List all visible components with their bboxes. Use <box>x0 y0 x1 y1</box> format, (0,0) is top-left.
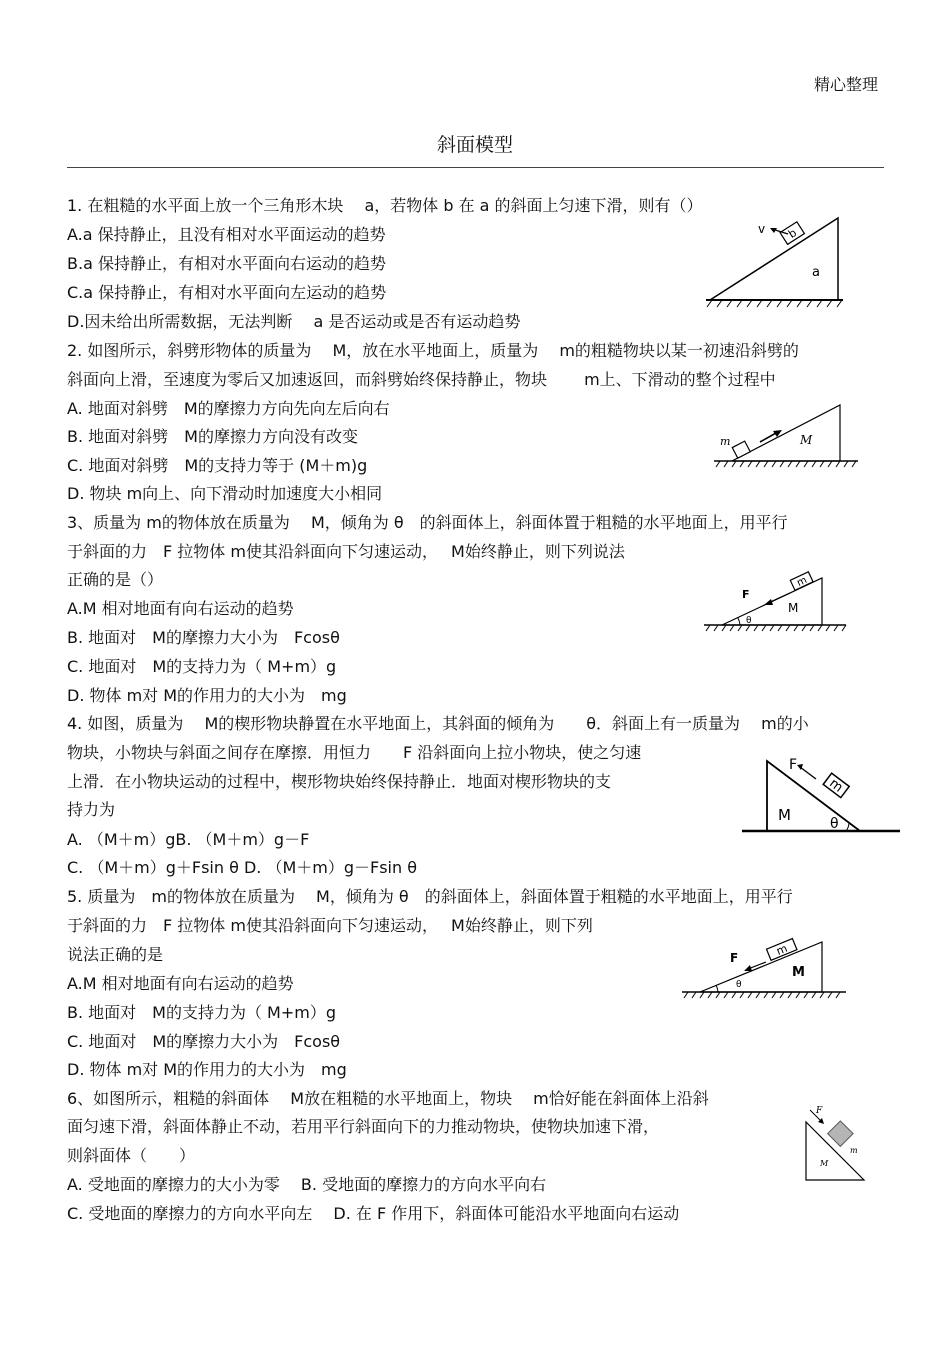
figure-q2-incline <box>712 400 862 470</box>
block-m <box>828 1121 853 1146</box>
label-theta: θ <box>736 980 742 990</box>
q5-stem-line2: 于斜面的力 F 拉物体 m使其沿斜面向下匀速运动， M始终静止，则下列 <box>67 916 593 935</box>
label-m: m <box>720 435 731 448</box>
q5-stem-line3: 说法正确的是 <box>67 945 164 964</box>
figure-q3-incline <box>700 568 850 638</box>
q2-option-b: B. 地面对斜劈 M的摩擦力方向没有改变 <box>67 427 358 446</box>
q2-stem-line2: 斜面向上滑，至速度为零后又加速返回，而斜劈始终保持静止，物块 m上、下滑动的整个过程中 <box>67 370 776 389</box>
block-m <box>732 441 750 458</box>
label-F: F <box>816 1106 823 1116</box>
motion-arrow <box>760 433 776 442</box>
q2-stem-line1: 2. 如图所示，斜劈形物体的质量为 M，放在水平地面上，质量为 m的粗糙物块以某一初速沿斜劈的 <box>67 341 799 360</box>
q1-option-c: C.a 保持静止，有相对水平面向左运动的趋势 <box>67 283 387 302</box>
label-M: M <box>788 601 799 615</box>
figure-q4-wedge <box>740 752 904 840</box>
q6-stem-line3: 则斜面体（ ） <box>67 1146 196 1165</box>
q1-option-d: D.因未给出所需数据，无法判断 a 是否运动或是否有运动趋势 <box>67 312 521 331</box>
label-m: m <box>826 776 846 796</box>
q1-option-b: B.a 保持静止，有相对水平面向右运动的趋势 <box>67 254 386 273</box>
label-theta: θ <box>746 616 752 626</box>
q4-stem-line3: 上滑．在小物块运动的过程中，楔形物块始终保持静止．地面对楔形物块的支 <box>67 772 612 791</box>
q4-stem-line2: 物块，小物块与斜面之间存在摩擦．用恒力 F 沿斜面向上拉小物块，使之匀速 <box>67 743 642 762</box>
figure-q5-incline <box>680 932 850 1002</box>
q3-stem-line1: 3、质量为 m的物体放在质量为 M，倾角为 θ 的斜面体上，斜面体置于粗糙的水平地面上，用平行 <box>67 513 788 532</box>
q3-option-c: C. 地面对 M的支持力为（ M+m）g <box>67 657 337 676</box>
q4-stem-line4: 持力为 <box>67 800 116 819</box>
q5-option-b: B. 地面对 M的支持力为（ M+m）g <box>67 1003 336 1022</box>
figure-q6-incline <box>800 1100 870 1184</box>
label-F: F <box>742 588 750 601</box>
label-b: b <box>786 226 799 241</box>
label-M: M <box>792 965 805 980</box>
label-m: m <box>795 574 809 589</box>
q5-option-a: A.M 相对地面有向右运动的趋势 <box>67 974 294 993</box>
q6-stem-line2: 面匀速下滑，斜面体静止不动，若用平行斜面向下的力推动物块，使物块加速下滑， <box>67 1117 660 1136</box>
label-M: M <box>778 806 791 824</box>
label-M: M <box>820 1159 829 1168</box>
q6-options-ab: A. 受地面的摩擦力的大小为零 B. 受地面的摩擦力的方向水平向右 <box>67 1175 547 1194</box>
page-title: 斜面模型 <box>436 134 513 156</box>
q6-options-cd: C. 受地面的摩擦力的方向水平向左 D. 在 F 作用下，斜面体可能沿水平地面向右运动 <box>67 1204 680 1223</box>
label-F: F <box>789 757 798 773</box>
label-m: m <box>774 941 790 958</box>
force-arrow <box>800 767 816 779</box>
q5-option-c: C. 地面对 M的摩擦力大小为 Fcosθ <box>67 1032 341 1051</box>
label-m: m <box>850 1146 858 1155</box>
q5-option-d: D. 物体 m对 M的作用力的大小为 mg <box>67 1060 347 1079</box>
q3-option-a: A.M 相对地面有向右运动的趋势 <box>67 599 294 618</box>
q2-option-c: C. 地面对斜劈 M的支持力等于 (M＋m)g <box>67 456 368 475</box>
q3-stem-line2: 于斜面的力 F 拉物体 m使其沿斜面向下匀速运动， M始终静止，则下列说法 <box>67 542 625 561</box>
header-note: 精心整理 <box>813 75 878 94</box>
q4-options-ab: A. （M＋m）gB. （M＋m）g－F <box>67 830 310 849</box>
label-a: a <box>812 265 820 280</box>
q3-stem-line3: 正确的是（） <box>67 570 164 589</box>
q2-option-d: D. 物块 m向上、向下滑动时加速度大小相同 <box>67 484 383 503</box>
q4-options-cd: C. （M＋m）g＋Fsin θ D. （M＋m）g－Fsin θ <box>67 858 418 877</box>
label-M: M <box>800 433 813 447</box>
q2-option-a: A. 地面对斜劈 M的摩擦力方向先向左后向右 <box>67 399 390 418</box>
q5-stem-line1: 5. 质量为 m的物体放在质量为 M，倾角为 θ 的斜面体上，斜面体置于粗糙的水平地面上，用平行 <box>67 887 793 906</box>
figure-q1-incline <box>700 212 850 308</box>
q3-option-b: B. 地面对 M的摩擦力大小为 Fcosθ <box>67 628 340 647</box>
q1-stem: 1. 在粗糙的水平面上放一个三角形木块 a，若物体 b 在 a 的斜面上匀速下滑，则有（） <box>67 196 703 215</box>
q3-option-d: D. 物体 m对 M的作用力的大小为 mg <box>67 686 347 705</box>
label-v: v <box>758 222 766 236</box>
q4-stem-line1: 4. 如图，质量为 M的楔形物块静置在水平地面上，其斜面的倾角为 θ．斜面上有一质量为 m的小 <box>67 714 809 733</box>
label-F: F <box>730 951 739 965</box>
q6-stem-line1: 6、如图所示，粗糙的斜面体 M放在粗糙的水平地面上，物块 m恰好能在斜面体上沿斜 <box>67 1089 709 1108</box>
title-divider <box>67 167 884 168</box>
label-theta: θ <box>830 816 839 832</box>
q1-option-a: A.a 保持静止，且没有相对水平面运动的趋势 <box>67 225 386 244</box>
